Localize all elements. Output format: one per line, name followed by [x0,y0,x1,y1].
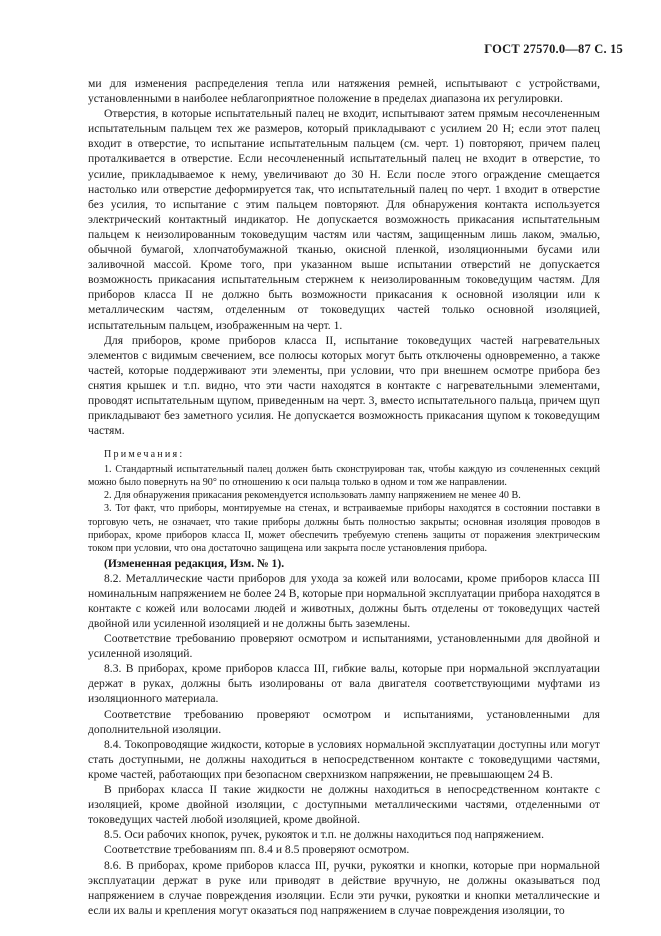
edition-note: (Измененная редакция, Изм. № 1). [104,556,285,570]
document-body [88,76,600,918]
section-8-6: 8.6. В приборах, кроме приборов класса III, ручки, рукоятки и кнопки, которые при нормальной эксплуатации держат в руке или приводят в действие вручную, не должны оказываться под напряжением в случае повреждения изоляции. Если эти ручки, рукоятки и кнопки металлические и если их валы и крепления могут оказаться под напряжением в случае повреждения изоляции, то [88,858,600,917]
section-8-5: 8.5. Оси рабочих кнопок, ручек, рукояток и т.п. не должны находиться под напряжением. [104,828,544,842]
section-8-2-check: Соответствие требованию проверяют осмотром и испытаниями, установленными для двойной и усиленной изоляций. [88,632,600,661]
note-3: 3. Тот факт, что приборы, монтируемые на стенах, и встраиваемые приборы находятся в состоянии поставки в торговую четь, не означает, что такие приборы должны быть полностью закрыты; основная изоляция проводов в приборах, кроме приборов класса II, может обеспечить требуемую степень защиты от поражения электрическим током при условии, что она достаточно защищена или закрыта после установления прибора. [88,503,600,555]
section-8-3: 8.3. В приборах, кроме приборов класса III, гибкие валы, которые при нормальной эксплуатации держат в руках, должны быть изолированы от вала двигателя соответствующими муфтами из изоляционного материала. [88,662,600,706]
paragraph-heating-elements: Для приборов, кроме приборов класса II, испытание токоведущих частей нагревательных элементов с видимым свечением, все полюсы которых могут быть отключены одновременно, а также частей, которые поддерживают эти элементы, при условии, что при внешнем осмотре прибора без снятия крышек и т.п. видно, что эти части находятся в контакте с нагревательными элементами, проводят испытательным щупом, приведенным на черт. 3, вместо испытательного пальца, причем щуп прикладывают без заметного усилия. Не допускается возможность прикасания щупом к токоведущим частям. [88,333,600,438]
note-2: 2. Для обнаружения прикасания рекомендуется использовать лампу напряжением не менее 40 В. [104,490,521,502]
paragraph-openings-test: Отверстия, в которые испытательный палец не входит, испытывают затем прямым несочлененным испытательным пальцем тех же размеров, который прикладывают с усилием 20 Н; если этот палец входит в отверстие, то испытание испытательным пальцем (см. черт. 1) повторяют, причем палец проталкивается в отверстие. Если несочлененный испытательный палец не входит в отверстие, то усилие, прикладываемое к нему, увеличивают до 30 Н. Если после этого ограждение смещается настолько или отверстие деформируется так, что испытательный палец по черт. 1 входит в отверстие без усилия, то испытание с этим пальцем повторяют. Для обнаружения контакта используется электрический контактный индикатор. Не допускается возможность прикасания испытательным пальцем к неизолированным токоведущим частям или частям, защищенным лишь лаком, эмалью, обычной бумагой, хлопчатобумажной тканью, окисной пленкой, изоляционными бусами или заливочной массой. Кроме того, при указанном выше испытании отверстий не допускается возможность прикасания испытательным стержнем к неизолированным токоведущим частям. Для приборов класса II не должно быть возможности прикасания к основной изоляции или к металлическим частям, отделенным от токоведущих частей только основной изоляцией, испытательным пальцем, изображенным на черт. 1. [88,107,600,332]
note-1: 1. Стандартный испытательный палец должен быть сконструирован так, чтобы каждую из сочлененных секций можно было повернуть на 90° по отношению к оси пальца только в одном и том же направлении. [88,463,600,488]
section-8-4: 8.4. Токопроводящие жидкости, которые в условиях нормальной эксплуатации доступны или могут стать доступными, не должны находиться в непосредственном контакте с токоведущими частями, кроме частей, работающих при безопасном сверхнизком напряжении, не превышающем 24 В. [88,737,600,781]
paragraph-continuation: ми для изменения распределения тепла или натяжения ремней, испытывают с устройствами, установленными в наиболее неблагоприятное положение в пределах диапазона их регулировки. [88,77,600,106]
section-8-2: 8.2. Металлические части приборов для ухода за кожей или волосами, кроме приборов класса III номинальным напряжением не более 24 В, которые при нормальной эксплуатации прибора находятся в контакте с кожей или волосами людей и животных, должны быть отделены от токоведущих частей двойной или усиленной изоляцией и не должны быть заземлены. [88,571,600,630]
notes-block [88,448,600,555]
section-8-4-class-ii: В приборах класса II такие жидкости не должны находиться в непосредственном контакте с изоляцией, кроме двойной изоляции, с доступными металлическими частями, отделенными от токоведущих частей любой изоляцией, кроме двойной. [88,783,600,827]
section-8-5-check: Соответствие требованиям пп. 8.4 и 8.5 проверяют осмотром. [104,843,410,857]
notes-title: Примечания: [104,449,185,461]
page-header: ГОСТ 27570.0—87 С. 15 [484,42,623,56]
section-8-3-check: Соответствие требованию проверяют осмотром и испытаниями, установленными для дополнительной изоляции. [88,707,600,736]
